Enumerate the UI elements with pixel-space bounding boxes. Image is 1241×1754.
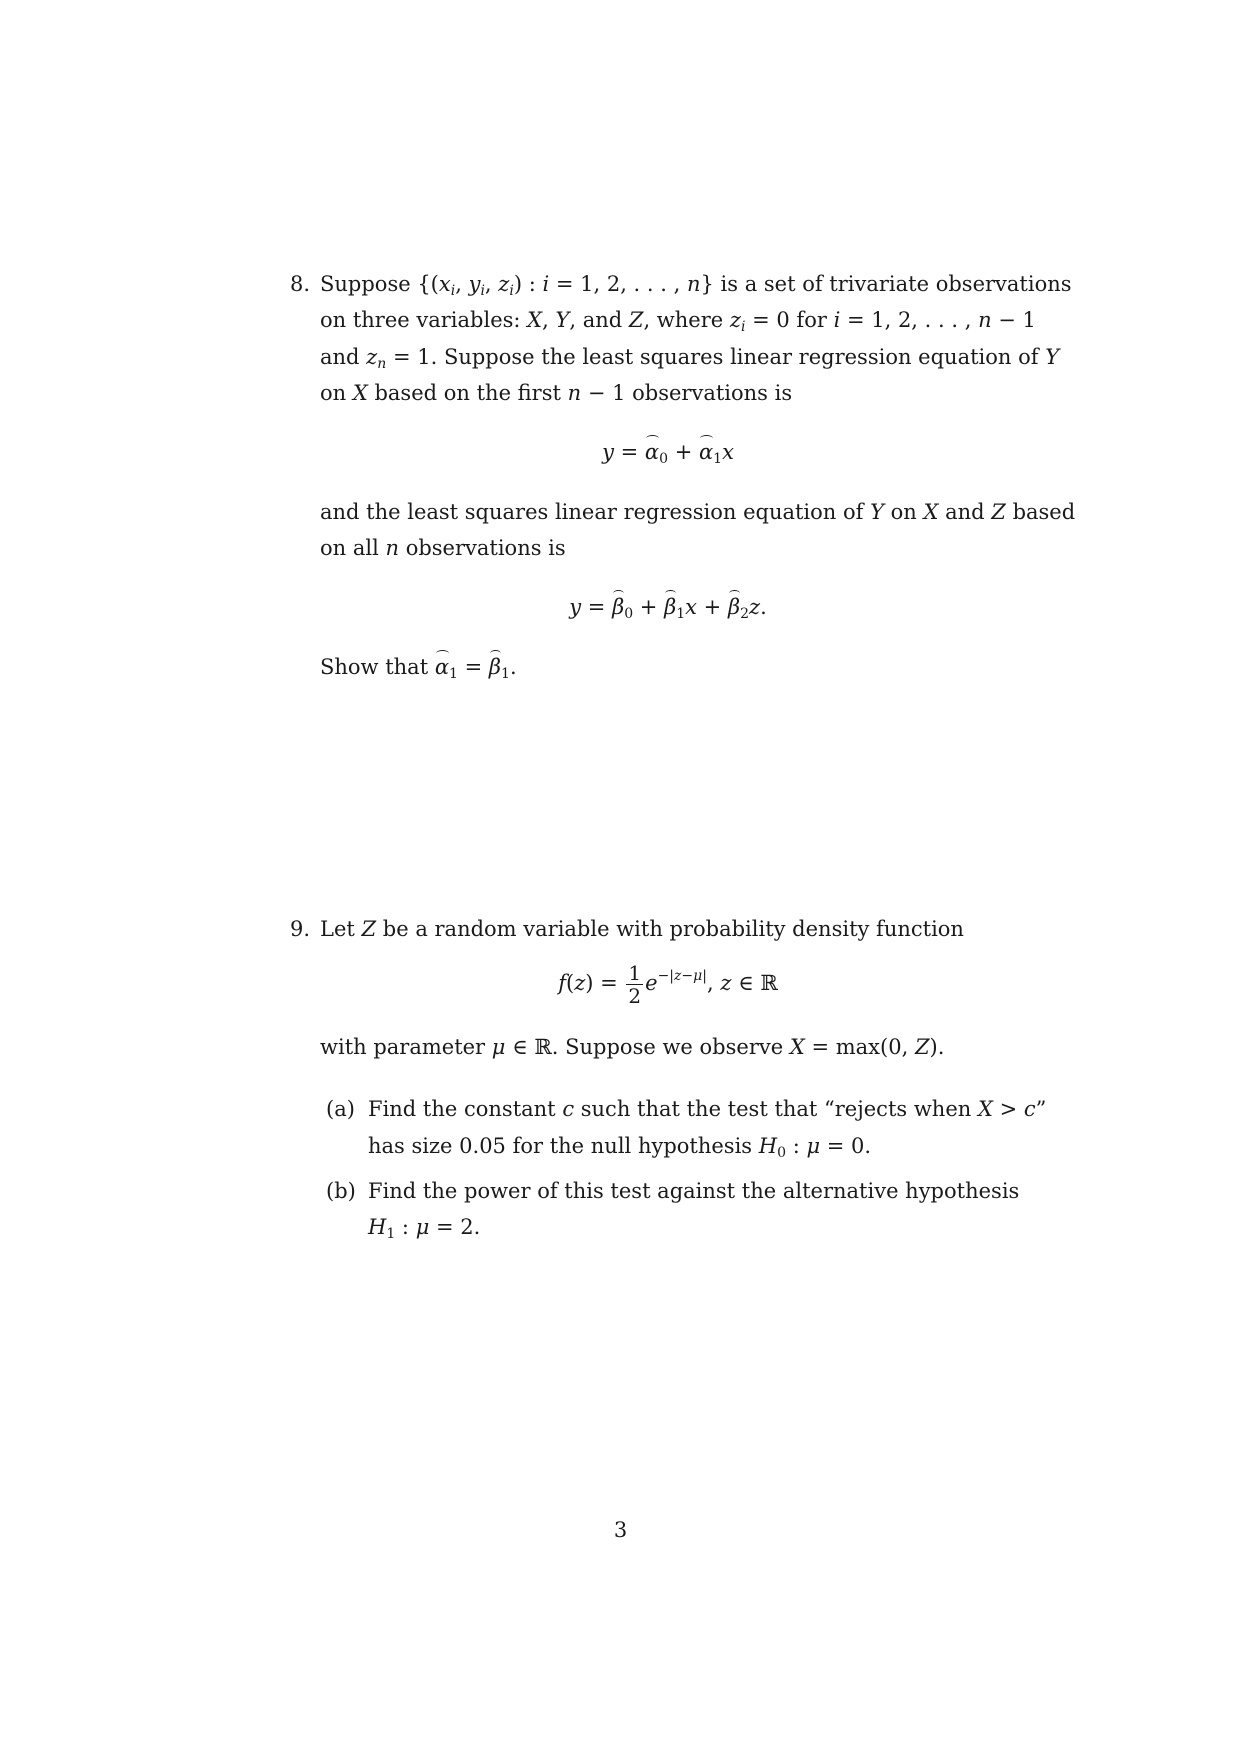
problem-8-conclusion: Show that $\alpha_1 = \beta_1$. <box>320 655 517 682</box>
equation-alpha: $y = \alpha_0 + \alpha_1x$ <box>602 440 734 467</box>
problem-8-line-1: Suppose {($x_i$, $y_i$, $z_i$) : i = 1, 2, . . . , n} is a set of trivariate observations <box>320 272 1072 299</box>
problem-9-parameter-line: with parameter μ ∈ ℝ. Suppose we observe X = max(0, Z). <box>320 1035 945 1059</box>
problem-9-intro: Let Z be a random variable with probability density function <box>320 917 964 941</box>
problem-9-number: 9. <box>290 917 311 941</box>
problem-8-line-2: on three variables: X, Y, and Z, where $z_i = 0$ for i = 1, 2, . . . , n − 1 <box>320 308 1036 335</box>
part-b-label: (b) <box>326 1179 356 1203</box>
equation-beta: $y = \beta_0 + \beta_1x + \beta_2z$. <box>569 595 767 622</box>
problem-8-line-4: on X based on the first n − 1 observations is <box>320 381 793 405</box>
part-a-label: (a) <box>326 1097 355 1121</box>
density-equation: f(z) = $\frac{1}{2}$ $e^{-|z-\mu|}$, z ∈ ℝ <box>558 961 778 1008</box>
part-a-line-1: Find the constant c such that the test that “rejects when X > c” <box>368 1097 1047 1121</box>
part-a-line-2: has size 0.05 for the null hypothesis $H_0$ : μ = 0. <box>368 1134 872 1161</box>
problem-8-line-6: on all n observations is <box>320 536 566 560</box>
problem-8-number: 8. <box>290 272 311 296</box>
problem-8-line-5: and the least squares linear regression equation of Y on X and Z based <box>320 500 1076 524</box>
page-number: 3 <box>613 1518 628 1542</box>
part-b-line-1: Find the power of this test against the alternative hypothesis <box>368 1179 1020 1203</box>
problem-8-line-3: and $z_n = 1$. Suppose the least squares linear regression equation of Y <box>320 345 1060 372</box>
one-half-fraction: $\frac{1}{2}$ <box>628 961 642 1008</box>
part-b-line-2: $H_1$ : μ = 2. <box>368 1215 481 1242</box>
